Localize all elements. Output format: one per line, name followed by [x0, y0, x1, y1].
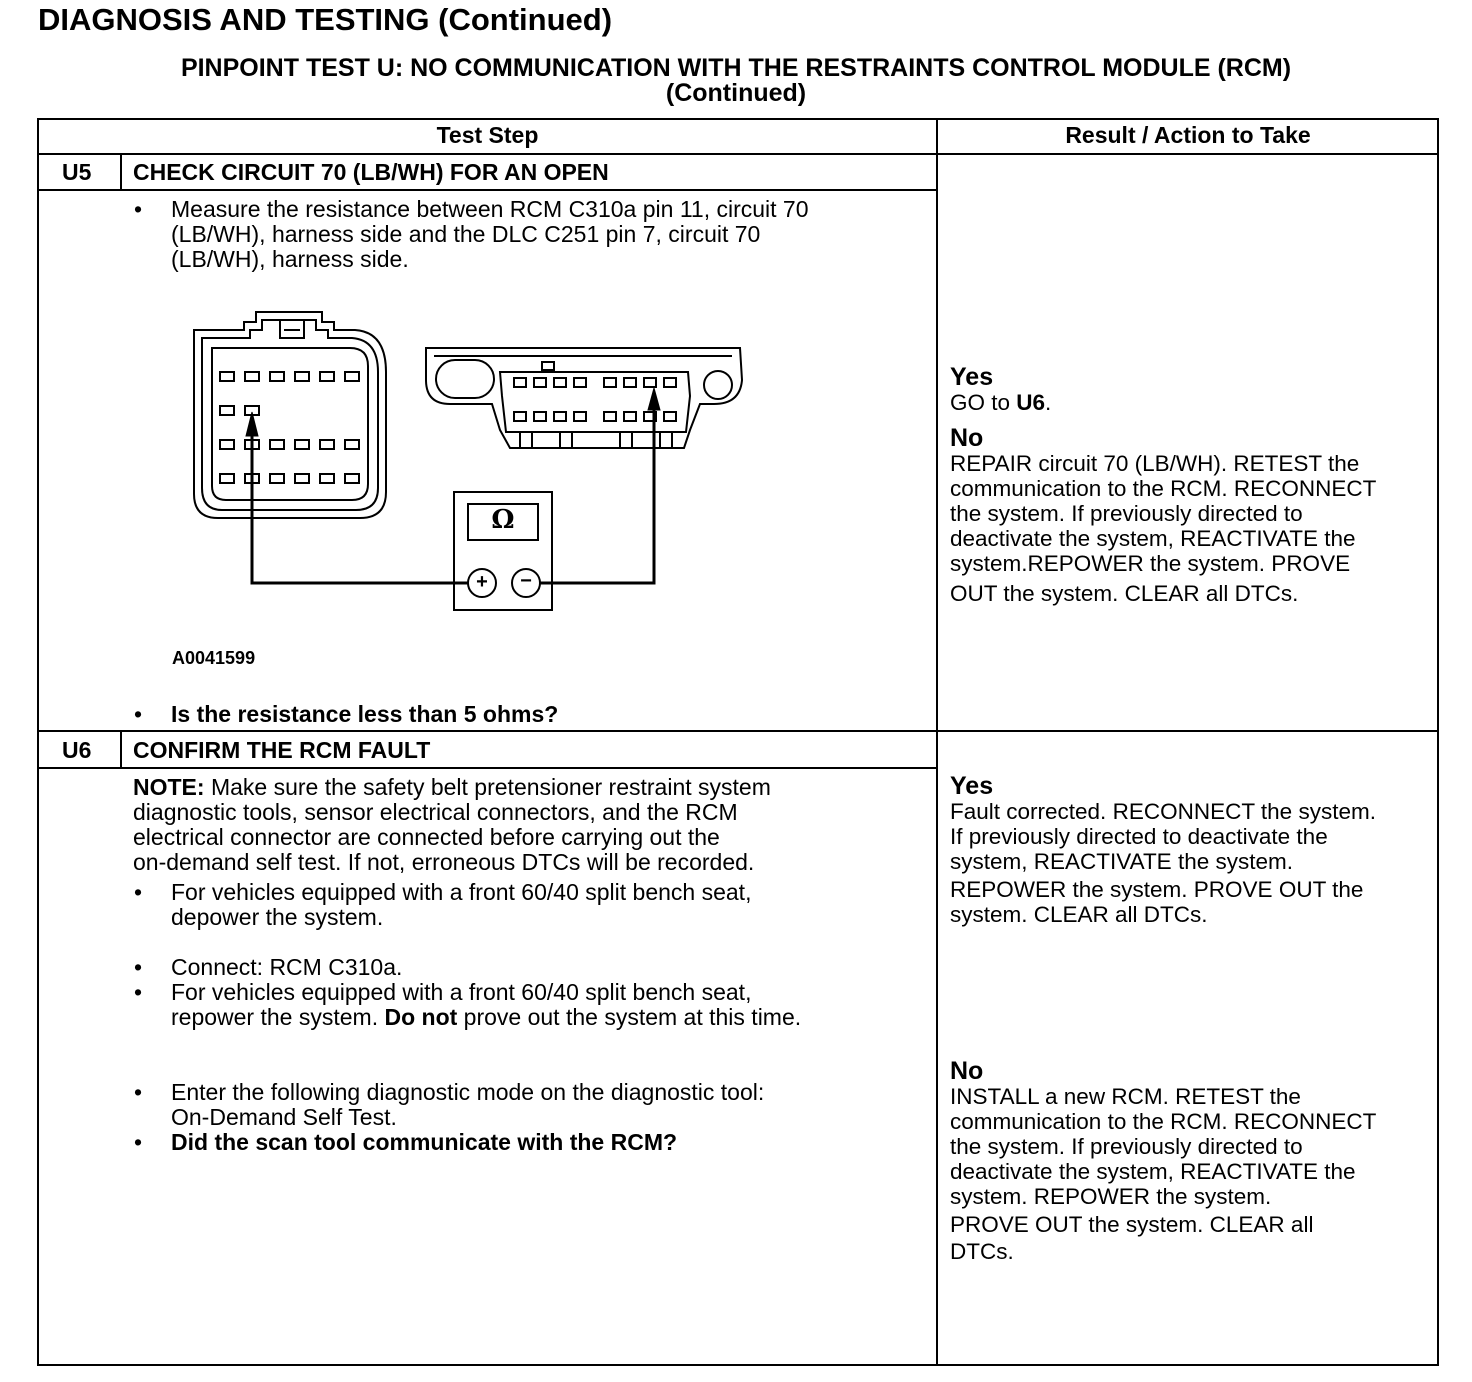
u6-step-repower-line2 — [171, 1005, 801, 1030]
u6-step-depower — [171, 880, 751, 930]
u5-no-label: No — [950, 424, 984, 452]
meter-positive-terminal: + — [476, 571, 488, 593]
column-divider — [936, 118, 938, 1366]
u6-bullet-4: • — [134, 1079, 143, 1105]
u6-yes-label: Yes — [950, 772, 994, 800]
u6-repower-do-not: Do not — [384, 1004, 458, 1030]
u6-note-line4: on-demand self test. If not, erroneous DTCs will be recorded. — [133, 849, 755, 875]
u6-note — [133, 775, 771, 875]
u5-instruction-line1: Measure the resistance between RCM C310a pin 11, circuit 70 — [171, 196, 809, 222]
ohm-symbol: Ω — [491, 505, 515, 535]
u5-no-line-3: the system. If previously directed to — [950, 501, 1303, 526]
u6-step-depower-line1: For vehicles equipped with a front 60/40 split bench seat, — [171, 879, 752, 905]
meter-negative-terminal: − — [520, 570, 532, 592]
pinpoint-test-title-line2: (Continued) — [665, 79, 807, 107]
u6-yes-line-5: system. CLEAR all DTCs. — [950, 902, 1208, 927]
u6-step-diagnostic-mode — [171, 1080, 764, 1130]
u5-no-line-6: OUT the system. CLEAR all DTCs. — [950, 581, 1299, 606]
figure-id: A0041599 — [172, 648, 256, 668]
u6-yes-line-3: system, REACTIVATE the system. — [950, 849, 1293, 874]
u5-instruction — [171, 197, 809, 272]
u6-note-line3: electrical connector are connected before carrying out the — [133, 824, 720, 850]
u6-repower-text: repower the system. — [171, 1004, 385, 1030]
u6-bullet-5: • — [134, 1129, 143, 1155]
u5-title-rule — [37, 189, 937, 191]
u5-step-id: U5 — [62, 159, 92, 185]
u6-no-line-6: PROVE OUT the system. CLEAR all — [950, 1212, 1314, 1237]
u6-yes-line-4: REPOWER the system. PROVE OUT the — [950, 877, 1364, 902]
u5-yes-label: Yes — [950, 363, 994, 391]
u5-yes-target-step: U6 — [1016, 390, 1046, 415]
header-rule — [37, 153, 1439, 155]
u6-step-diagnostic-mode-line2: On-Demand Self Test. — [171, 1104, 397, 1130]
column-header-test-step: Test Step — [436, 122, 539, 148]
u6-step-id: U6 — [62, 737, 92, 763]
u6-step-repower — [171, 980, 801, 1030]
u6-result-no — [950, 1058, 1376, 1264]
u5-no-line-1: REPAIR circuit 70 (LB/WH). RETEST the — [950, 451, 1360, 476]
u6-title-rule — [37, 767, 937, 769]
u6-note-line2: diagnostic tools, sensor electrical connectors, and the RCM — [133, 799, 738, 825]
u6-no-line-7: DTCs. — [950, 1239, 1014, 1264]
u5-bullet-2: • — [134, 701, 143, 727]
u6-bullet-1: • — [134, 879, 143, 905]
u6-id-divider — [120, 730, 122, 768]
u5-no-line-2: communication to the RCM. RECONNECT — [950, 476, 1377, 501]
column-header-result: Result / Action to Take — [1065, 122, 1311, 148]
u6-step-depower-line2: depower the system. — [171, 904, 384, 930]
u6-note-line1 — [133, 775, 771, 800]
page-title: DIAGNOSIS AND TESTING (Continued) — [38, 2, 613, 37]
u5-question: Is the resistance less than 5 ohms? — [171, 701, 559, 727]
u5-id-divider — [120, 153, 122, 190]
u5-u6-rule — [37, 730, 1439, 732]
u6-repower-text-end: prove out the system at this time. — [457, 1004, 802, 1030]
u6-note-line1-text: Make sure the safety belt pretensioner restraint system — [204, 774, 771, 800]
u6-step-title: CONFIRM THE RCM FAULT — [133, 737, 431, 763]
u5-yes-action — [950, 390, 1051, 415]
u5-no-line-4: deactivate the system, REACTIVATE the — [950, 526, 1356, 551]
pinpoint-test-title — [0, 56, 1472, 106]
u6-no-label: No — [950, 1057, 984, 1085]
u6-question: Did the scan tool communicate with the RCM? — [171, 1129, 678, 1155]
u6-no-line-4: deactivate the system, REACTIVATE the — [950, 1159, 1356, 1184]
u6-step-connect: Connect: RCM C310a. — [171, 954, 403, 980]
pinpoint-test-title-line1: PINPOINT TEST U: NO COMMUNICATION WITH THE RESTRAINTS CONTROL MODULE (RCM) — [180, 54, 1292, 82]
u5-instruction-line2: (LB/WH), harness side and the DLC C251 pin 7, circuit 70 — [171, 221, 761, 247]
u6-yes-line-1: Fault corrected. RECONNECT the system. — [950, 799, 1376, 824]
u6-note-label: NOTE: — [133, 774, 205, 800]
u6-no-line-2: communication to the RCM. RECONNECT — [950, 1109, 1377, 1134]
u6-no-line-5: system. REPOWER the system. — [950, 1184, 1272, 1209]
u5-result-yes — [950, 364, 1051, 415]
u6-result-yes — [950, 773, 1376, 927]
u6-bullet-2: • — [134, 954, 143, 980]
u6-yes-line-2: If previously directed to deactivate the — [950, 824, 1328, 849]
u6-step-repower-line1: For vehicles equipped with a front 60/40 split bench seat, — [171, 979, 752, 1005]
u5-result-no — [950, 425, 1376, 606]
u6-no-line-1: INSTALL a new RCM. RETEST the — [950, 1084, 1301, 1109]
u6-no-line-3: the system. If previously directed to — [950, 1134, 1303, 1159]
u5-yes-period: . — [1045, 390, 1052, 415]
u5-step-title: CHECK CIRCUIT 70 (LB/WH) FOR AN OPEN — [133, 159, 609, 185]
u6-bullet-3: • — [134, 979, 143, 1005]
u5-no-line-5: system.REPOWER the system. PROVE — [950, 551, 1351, 576]
u6-step-diagnostic-mode-line1: Enter the following diagnostic mode on the diagnostic tool: — [171, 1079, 765, 1105]
u5-yes-text: GO to — [950, 390, 1017, 415]
u5-bullet-1: • — [134, 196, 143, 222]
u5-instruction-line3: (LB/WH), harness side. — [171, 246, 409, 272]
